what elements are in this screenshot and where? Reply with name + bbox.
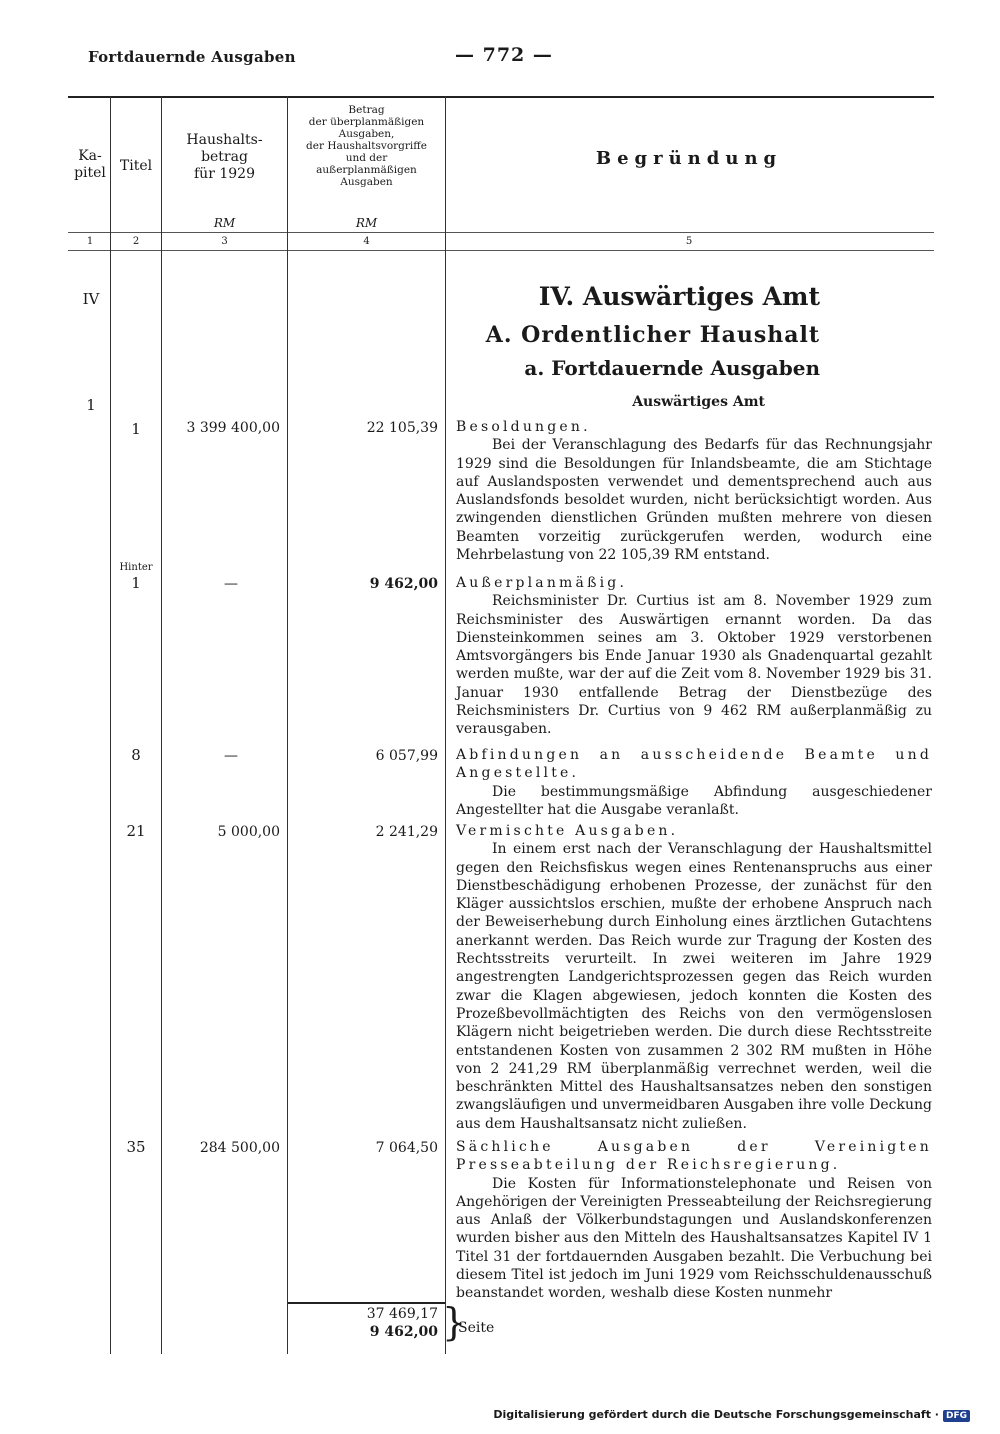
header-titel: Titel xyxy=(119,158,153,174)
colnum-4: 4 xyxy=(363,236,370,247)
total-sum-2: 9 462,00 xyxy=(369,1324,438,1340)
expense-amount: 6 057,99 xyxy=(375,748,438,764)
header-begruendung: Begründung xyxy=(595,148,783,169)
haushalt-amount: 284 500,00 xyxy=(199,1140,280,1156)
header-unit-rule xyxy=(68,232,934,233)
entry-body: Die bestimmungsmäßige Abfindung ausgeschiedener Angestellter hat die Ausgabe veranlaßt. xyxy=(456,783,932,818)
expense-amount: 2 241,29 xyxy=(375,824,438,840)
section-sub3: Auswärtiges Amt xyxy=(632,394,765,410)
entry-text xyxy=(456,1138,932,1303)
haushalt-amount: 3 399 400,00 xyxy=(186,420,280,436)
kapitel-sub: 1 xyxy=(86,396,96,414)
colnum-3: 3 xyxy=(221,236,228,247)
titel-number: 1 xyxy=(131,574,141,592)
header-bottom-rule xyxy=(68,250,934,251)
entry-body: Die Kosten für Informationstelephonate und Reisen von Angehörigen der Vereinigten Presseabteilung der Reichsregierung aus Anlaß der Völkerbundstagungen und Auslandskonferenzen wurden bisher aus den Mitteln des Haushaltsansatzes Kapitel IV 1 Titel 31 der fortdauernden Ausgaben bezahlt. Die Verbuchung bei diesem Titel ist jedoch im Juni 1929 vom Reichsschuldenausschuß beanstandet worden, weshalb diese Kosten nunmehr xyxy=(456,1175,932,1302)
carry-brace: } xyxy=(442,1300,467,1344)
entry-text xyxy=(456,746,932,819)
section-title: IV. Auswärtiges Amt xyxy=(538,282,820,311)
col-divider-2 xyxy=(161,96,162,1354)
col-divider-1 xyxy=(110,96,111,1354)
kapitel-main: IV xyxy=(82,290,100,308)
unit-rm-3: RM xyxy=(213,216,236,230)
haushalt-amount: 5 000,00 xyxy=(217,824,280,840)
entry-heading: Abfindungen an ausscheidende Beamte und Angestellte. xyxy=(456,747,932,782)
footer-text: Digitalisierung gefördert durch die Deutsche Forschungsgemeinschaft · xyxy=(493,1408,939,1421)
titel-prefix: Hinter xyxy=(119,562,153,573)
titel-number: 35 xyxy=(126,1138,146,1156)
header-kapitel: Ka- pitel xyxy=(74,148,106,181)
entry-body: In einem erst nach der Veranschlagung der Haushaltsmittel gegen den Reichsfiskus wegen eines Rentenanspruchs aus einer Dienstbeschädigung erhobenen Prozesse, der zunächst für den Kläger aussichtslos erschien, mußte der erhobene Anspruch nach der Beweiserhebung durch Einholung eines ärztlichen Gutachtens anerkannt werden. Das Reich wurde zur Tragung der Kosten des Rechtsstreits verurteilt. In zwei weiteren im Jahre 1929 angestrengten Landgerichtsprozessen gegen das Reich wurden zwar die Klagen abgewiesen, jedoch konnten die Kosten des Prozeßbevollmächtigten des Reichs von den vermögenslosen Klägern nicht beigetrieben werden. Die durch diese Rechtsstreite entstandenen Kosten von zusammen 2 302 RM mußten in Höhe von 2 241,29 RM überplanmäßig verrechnet werden, weil die beschränkten Mittel des Haushaltsansatzes neben den sonstigen zwangsläufigen und unvermeidbaren Ausgaben ihre volle Deckung aus dem Haushaltsansatz nicht zuließen. xyxy=(456,841,932,1132)
footer-credit xyxy=(493,1408,970,1422)
entry-body: Reichsminister Dr. Curtius ist am 8. November 1929 zum Reichsminister des Auswärtigen ernannt worden. Da das Diensteinkommen seines am 3. Oktober 1929 verstorbenen Amtsvorgängers bis Ende Januar 1930 als Gnadenquartal gezahlt werden mußte, war der auf die Zeit vom 8. November 1929 bis 31. Januar 1930 entfallende Betrag der Dienstbezüge des Reichsministers Dr. Curtius von 9 462 RM außerplanmäßig zu verausgaben. xyxy=(456,593,932,738)
total-sum-1: 37 469,17 xyxy=(366,1306,438,1322)
haushalt-amount: — xyxy=(224,748,238,764)
titel-number: 1 xyxy=(131,420,141,438)
titel-number: 8 xyxy=(131,746,141,764)
entry-text xyxy=(456,574,932,739)
unit-rm-4: RM xyxy=(355,216,378,230)
dfg-logo: DFG xyxy=(943,1410,970,1422)
colnum-5: 5 xyxy=(685,236,693,247)
expense-amount: 22 105,39 xyxy=(366,420,438,436)
titel-number: 21 xyxy=(126,822,146,840)
header-betrag: Betrag der überplanmäßigen Ausgaben, der Haushaltsvorgriffe und der außerplanmäßigen Ausgaben xyxy=(306,104,427,188)
totals-rule xyxy=(288,1302,445,1304)
entry-heading: Besoldungen. xyxy=(456,419,591,435)
col-divider-3 xyxy=(287,96,288,1354)
section-sub1: A. Ordentlicher Haushalt xyxy=(485,322,820,348)
entry-text xyxy=(456,418,932,564)
header-haushaltsbetrag: Haushalts- betrag für 1929 xyxy=(186,132,263,182)
section-sub2: a. Fortdauernde Ausgaben xyxy=(524,356,820,380)
page-number: — 772 — xyxy=(455,44,553,66)
entry-body: Bei der Veranschlagung des Bedarfs für das Rechnungsjahr 1929 sind die Besoldungen für Inlandsbeamte, die am Stichtage auf Auslandsposten verwendet und dementsprechend auch aus Auslandsfonds besoldet wurden, nicht berücksichtigt worden. Aus zwingenden dienstlichen Gründen mußten mehrere von diesen Beamten vorzeitig zurückgerufen werden, wodurch eine Mehrbelastung von 22 105,39 RM entstand. xyxy=(456,437,932,564)
running-head: Fortdauernde Ausgaben xyxy=(88,48,296,66)
expense-amount: 9 462,00 xyxy=(369,576,438,592)
colnum-1: 1 xyxy=(86,236,94,247)
entry-heading: Sächliche Ausgaben der Vereinigten Presseabteilung der Reichsregierung. xyxy=(456,1139,932,1174)
entry-text xyxy=(456,822,932,1133)
entry-heading: Vermischte Ausgaben. xyxy=(456,823,679,839)
carry-label: Seite xyxy=(458,1320,495,1336)
haushalt-amount: — xyxy=(224,576,238,592)
col-divider-4 xyxy=(445,96,446,1354)
table-top-rule xyxy=(68,96,934,98)
entry-heading: Außerplanmäßig. xyxy=(456,575,628,591)
expense-amount: 7 064,50 xyxy=(375,1140,438,1156)
colnum-2: 2 xyxy=(132,236,140,247)
